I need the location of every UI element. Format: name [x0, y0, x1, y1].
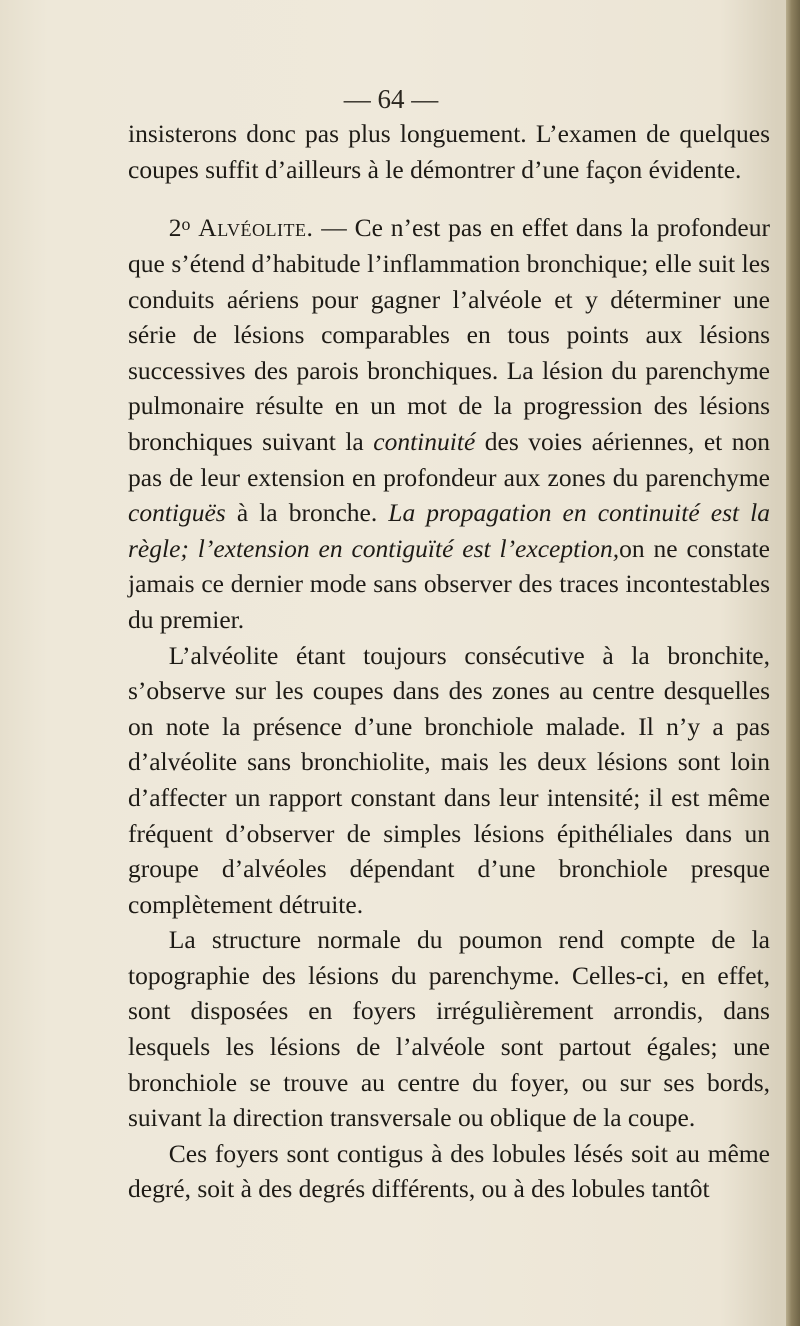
italic-term-continuite: continuité	[373, 426, 476, 456]
section-number: 2	[168, 213, 182, 243]
paragraph-alveolite	[128, 207, 770, 637]
paragraph-alveolite-bronchite: L’alvéolite étant toujours consécutive à la bronchite, s’observe sur les coupes dans des zones au centre desquelles on note la présence d’une bronchiole malade. Il n’y a pas d’alvéolite sans bronchiolite, mais les deux lésions sont loin d’affecter un rapport constant dans leur intensité; il est même fréquent d’observer de simples lésions épithéliales dans un groupe d’alvéoles dépendant d’une bronchiole presque complètement détruite.	[128, 640, 770, 919]
paragraph-text: on ne constate jamais ce dernier mode sans observer des traces incontestables du premier.	[128, 533, 770, 634]
ordinal-mark: o	[181, 214, 191, 235]
body-text	[128, 116, 770, 1207]
heading-dash: —	[313, 213, 355, 243]
italic-rule-statement: La propagation en continuité est la règle; l’extension en contiguïté est l’exception,	[128, 498, 770, 563]
paragraph-structure-poumon: La structure normale du poumon rend compte de la topographie des lésions du parenchyme. Celles-ci, en effet, sont disposées en foyers irrégulièrement arrondis, dans lesquels les lésions de l’alvéole sont partout égales; une bronchiole se trouve au centre du foyer, ou sur ses bords, suivant la direction transversale ou oblique de la coupe.	[128, 925, 770, 1133]
italic-term-contigues: contiguës	[128, 498, 226, 528]
paragraph-text: Ce n’est pas en effet dans la profondeur que s’étend d’habitude l’inflammation bronchique; elle suit les conduits aériens pour gagner l’alvéole et y déterminer une série de lésions comparables en tous points aux lésions successives des parois bronchiques. La lésion du parenchyme pulmonaire résulte en un mot de la progression des lésions bronchiques suivant la	[128, 213, 770, 456]
page-number: — 64 —	[343, 84, 439, 114]
book-binding-edge	[786, 0, 800, 1326]
paragraph-continuation: insisterons donc pas plus longuement. L’examen de quelques coupes suffit d’ailleurs à le démontrer d’une façon évidente.	[128, 119, 770, 184]
paragraph-foyers: Ces foyers sont contigus à des lobules lésés soit au même degré, soit à des degrés différents, ou à des lobules tantôt	[128, 1138, 770, 1204]
paragraph-text: à la bronche.	[225, 498, 389, 528]
paragraph-text: des voies aériennes, et non pas de leur extension en profondeur aux zones du parenchyme	[128, 426, 771, 492]
section-heading: Alvéolite.	[198, 213, 314, 243]
